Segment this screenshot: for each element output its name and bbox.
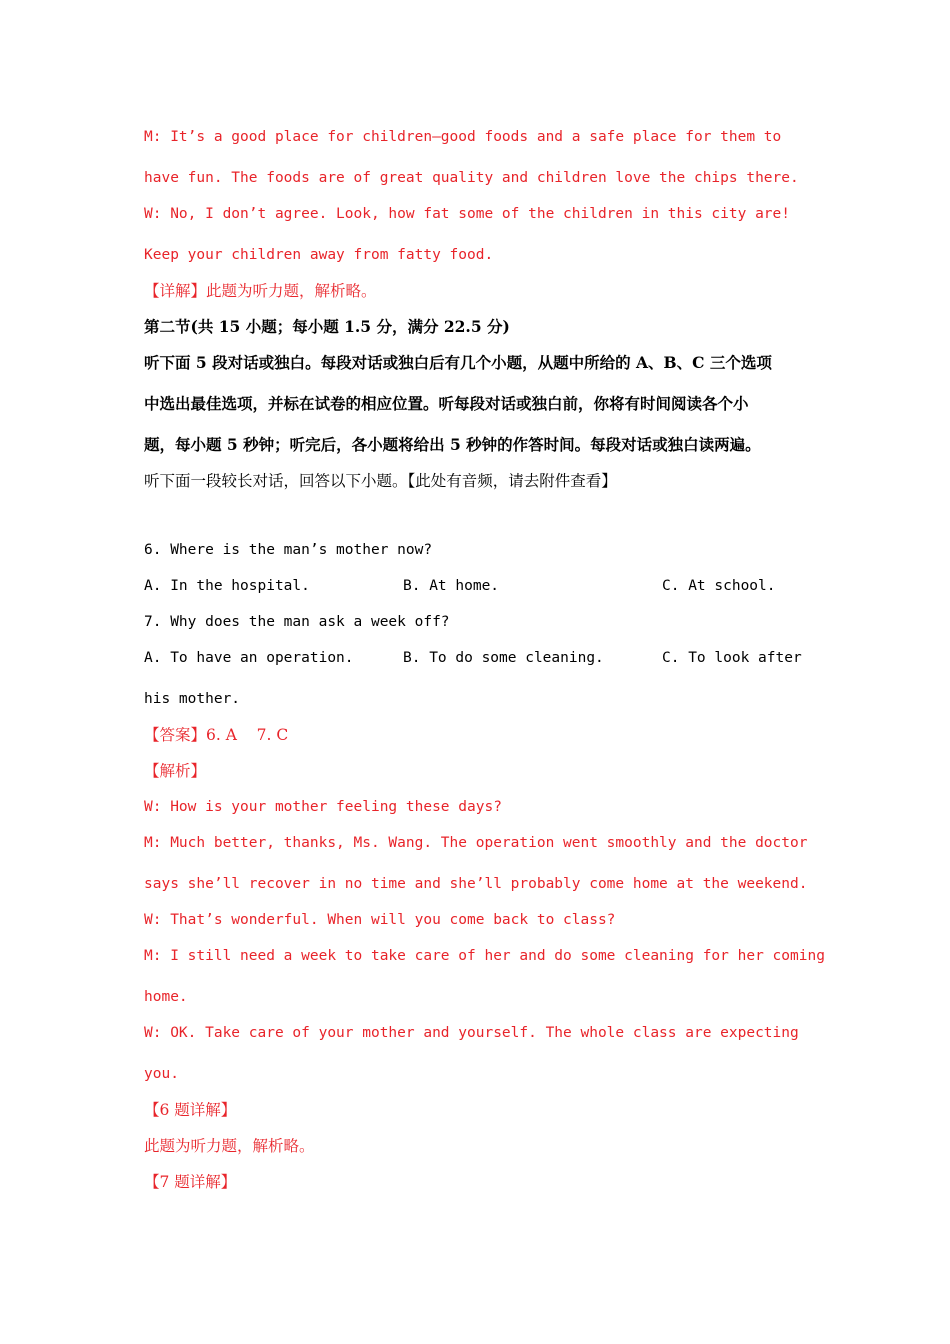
option-b: B. To do some cleaning. [403, 650, 604, 666]
dialogue-line: M: I still need a week to take care of her and do some cleaning for her coming [144, 948, 825, 964]
dialogue-line: M: It’s a good place for children—good foods and a safe place for them to [144, 129, 782, 145]
option-c-continuation: his mother. [144, 691, 241, 707]
question-stem: 7. Why does the man ask a week off? [144, 614, 450, 630]
dialogue-line: W: How is your mother feeling these days? [144, 799, 502, 815]
dialogue-line: Keep your children away from fatty food. [144, 247, 494, 263]
dialogue-line: have fun. The foods are of great quality and children love the chips there. [144, 170, 799, 186]
option-b: B. At home. [403, 578, 500, 594]
detail-label-6: 【6 题详解】 [144, 1101, 237, 1119]
analysis-label: 【解析】 [144, 762, 207, 780]
dialogue-line: M: Much better, thanks, Ms. Wang. The operation went smoothly and the doctor [144, 835, 808, 851]
option-c: C. At school. [662, 578, 776, 594]
section-instructions: 听下面 5 段对话或独白。每段对话或独白后有几个小题，从题中所给的 A、B、C 三个选项 [144, 353, 772, 372]
detail-label-7: 【7 题详解】 [144, 1173, 237, 1191]
listening-intro: 听下面一段较长对话，回答以下小题。【此处有音频，请去附件查看】 [144, 472, 617, 490]
section-instructions: 题，每小题 5 秒钟；听完后，各小题将给出 5 秒钟的作答时间。每段对话或独白读两遍。 [144, 435, 761, 454]
dialogue-line: home. [144, 989, 188, 1005]
dialogue-line: you. [144, 1066, 179, 1082]
dialogue-line: W: OK. Take care of your mother and yourself. The whole class are expecting [144, 1025, 799, 1041]
dialogue-line: W: No, I don’t agree. Look, how fat some of the children in this city are! [144, 206, 791, 222]
option-a: A. In the hospital. [144, 578, 310, 594]
dialogue-line: W: That’s wonderful. When will you come back to class? [144, 912, 616, 928]
option-c: C. To look after [662, 650, 802, 666]
option-a: A. To have an operation. [144, 650, 354, 666]
question-stem: 6. Where is the man’s mother now? [144, 542, 433, 558]
dialogue-line: says she’ll recover in no time and she’ll probably come home at the weekend. [144, 876, 808, 892]
detail-note: 【详解】此题为听力题，解析略。 [144, 282, 377, 300]
section-heading: 第二节(共 15 小题；每小题 1.5 分，满分 22.5 分) [144, 317, 510, 336]
detail-text-6: 此题为听力题，解析略。 [144, 1137, 315, 1155]
answer-key: 【答案】6. A 7. C [144, 726, 289, 744]
section-instructions: 中选出最佳选项，并标在试卷的相应位置。听每段对话或独白前，你将有时间阅读各个小 [144, 394, 749, 413]
